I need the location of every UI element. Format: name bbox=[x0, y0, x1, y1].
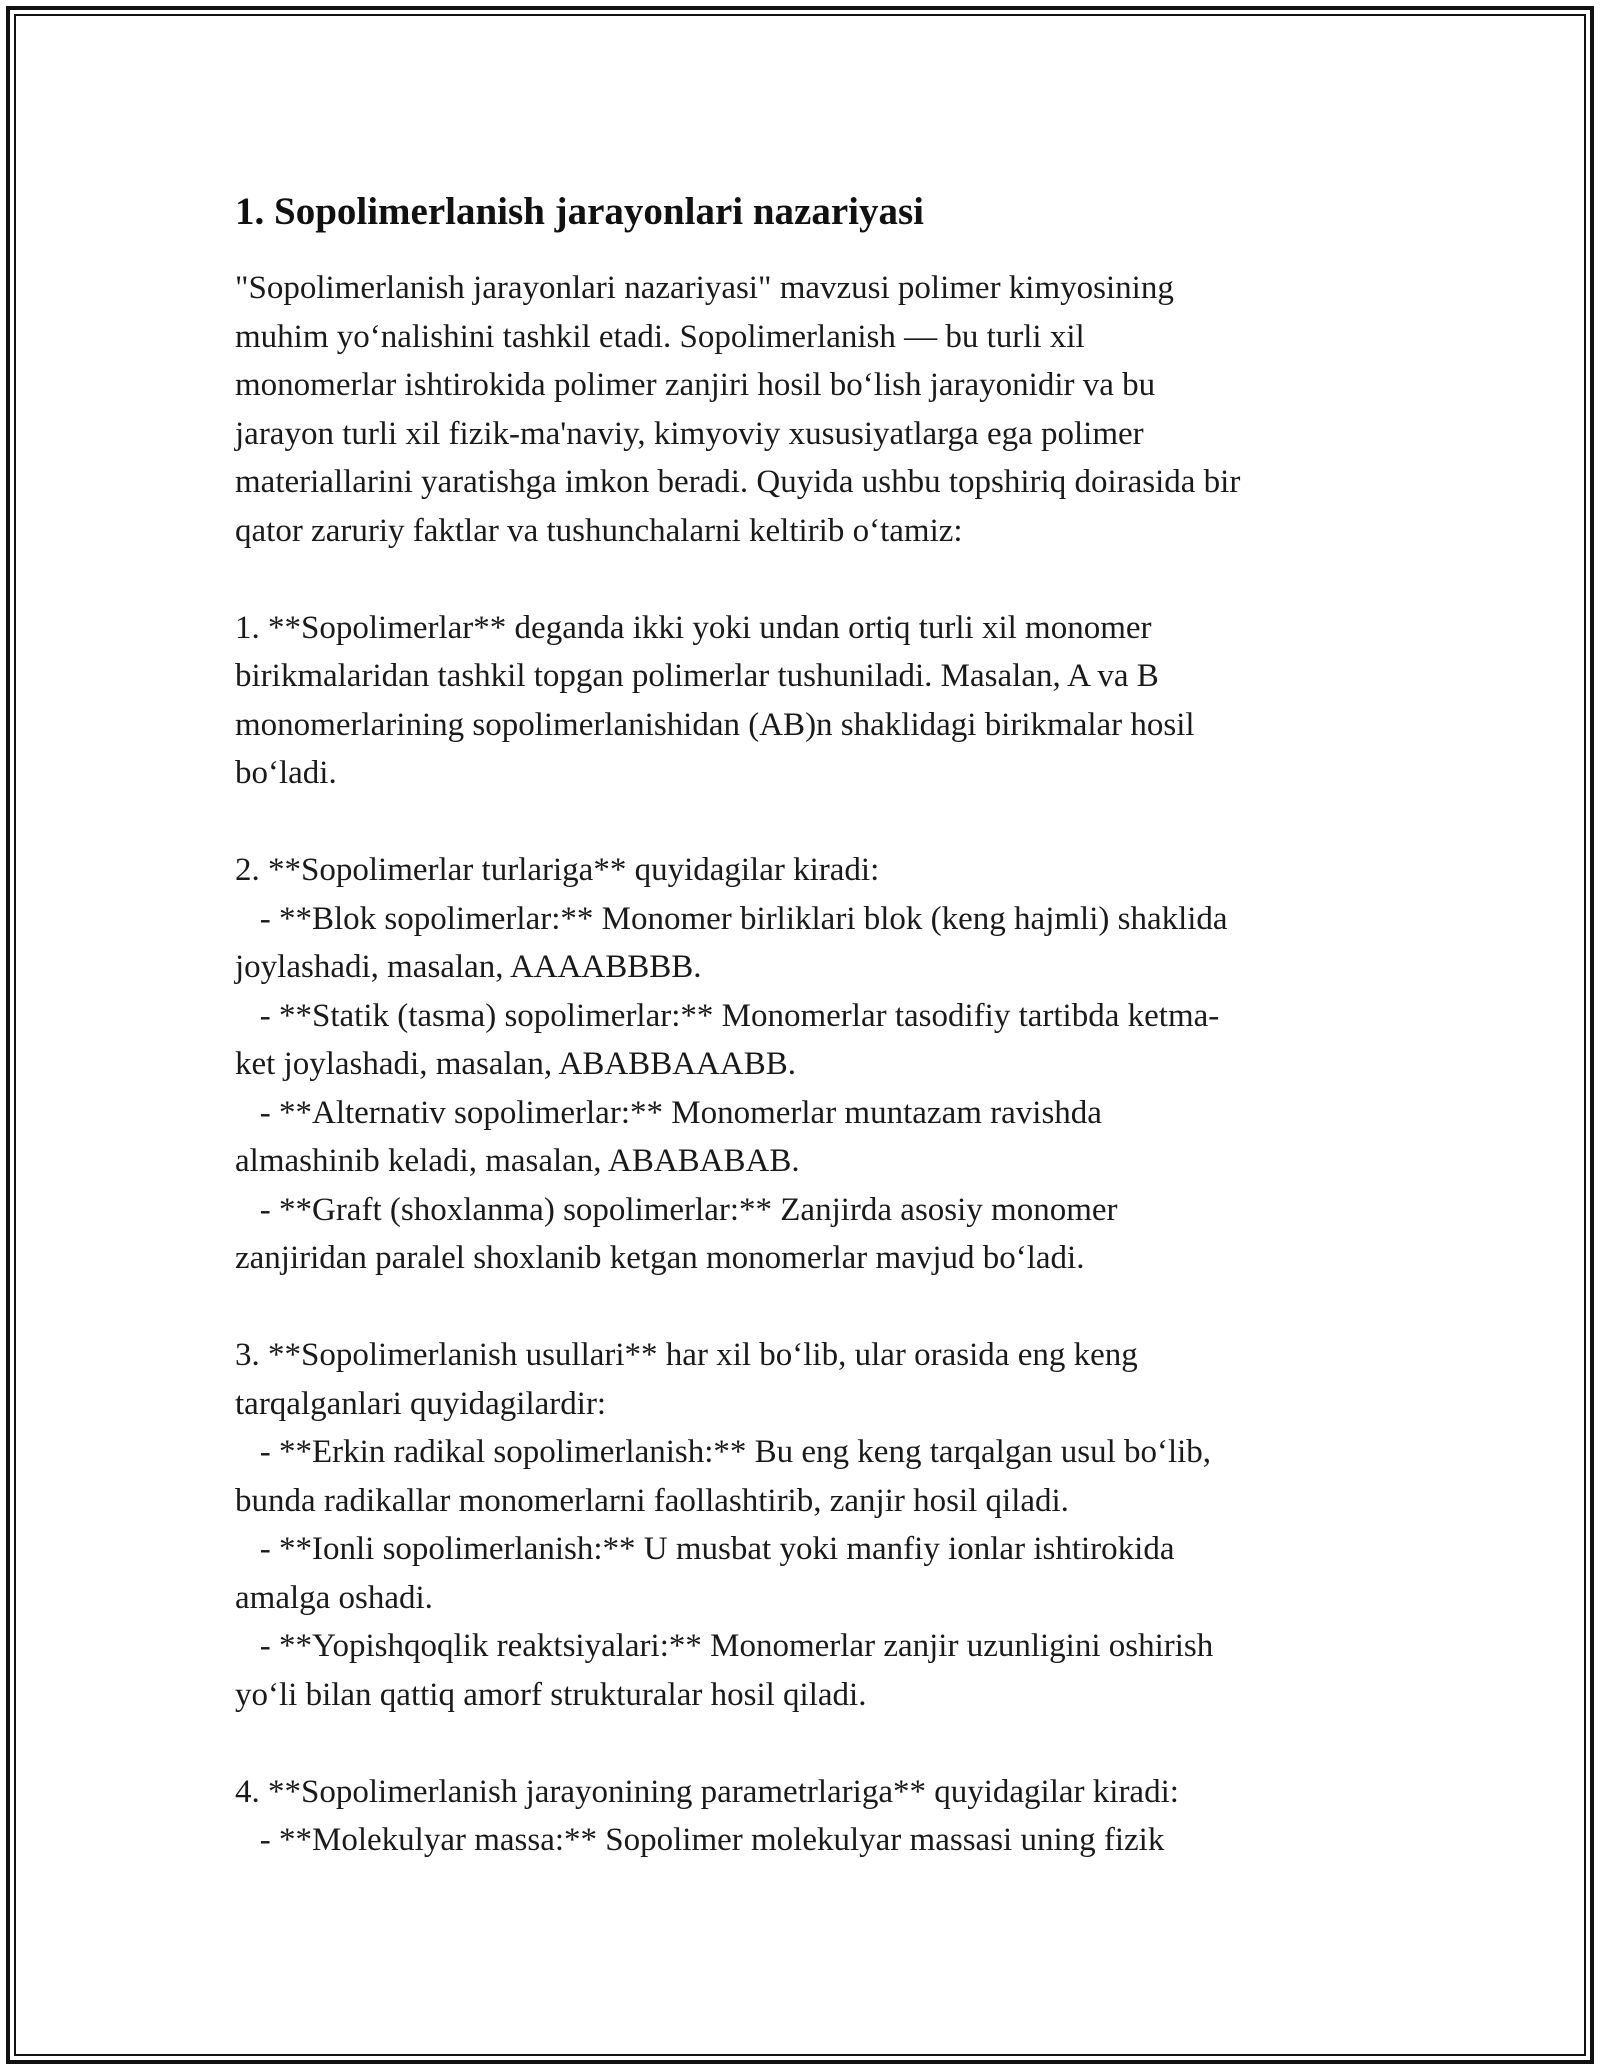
section-title: 1. Sopolimerlanish jarayonlari nazariyasi bbox=[235, 190, 925, 233]
document-content bbox=[235, 186, 1375, 1865]
section-body: "Sopolimerlanish jarayonlari nazariyasi" mavzusi polimer kimyosining muhim yo‘nalishini tashkil etadi. Sopolimerlanish — bu turli xil monomerlar ishtirokida polimer zanjiri hosil bo‘lish jarayonidir va bu jarayon turli xil fizik-ma'naviy, kimyoviy xususiyatlarga ega polimer materiallarini yaratishga imkon beradi. Quyida ushbu topshiriq doirasida bir qator zaruriy faktlar va tushunchalarni keltirib o‘tamiz: 1. **Sopolimerlar** deganda ikki yoki undan ortiq turli xil monomer birikmalaridan tashkil topgan polimerlar tushuniladi. Masalan, A va B monomerlarining sopolimerlanishidan (AB)n shaklidagi birikmalar hosil bo‘ladi. 2. **Sopolimerlar turlariga** quyidagilar kiradi: - **Blok sopolimerlar:** Monomer birliklari blok (keng hajmli) shaklida joylashadi, masalan, AAAABBBB. - **Statik (tasma) sopolimerlar:** Monomerlar tasodifiy tartibda ketma- ket joylashadi, masalan, ABABBAAABB. - **Alternativ sopolimerlar:** Monomerlar muntazam ravishda almashinib keladi, masalan, ABABABAB. - **Graft (shoxlanma) sopolimerlar:** Zanjirda asosiy monomer zanjiridan paralel shoxlanib ketgan monomerlar mavjud bo‘ladi. 3. **Sopolimerlanish usullari** har xil bo‘lib, ular orasida eng keng tarqalganlari quyidagilardir: - **Erkin radikal sopolimerlanish:** Bu eng keng tarqalgan usul bo‘lib, bunda radikallar monomerlarni faollashtirib, zanjir hosil qiladi. - **Ionli sopolimerlanish:** U musbat yoki manfiy ionlar ishtirokida amalga oshadi. - **Yopishqoqlik reaktsiyalari:** Monomerlar zanjir uzunligini oshirish yo‘li bilan qattiq amorf strukturalar hosil qiladi. 4. **Sopolimerlanish jarayonining parametrlariga** quyidagilar kiradi: - **Molekulyar massa:** Sopolimer molekulyar massasi uning fizik bbox=[235, 270, 1241, 1858]
